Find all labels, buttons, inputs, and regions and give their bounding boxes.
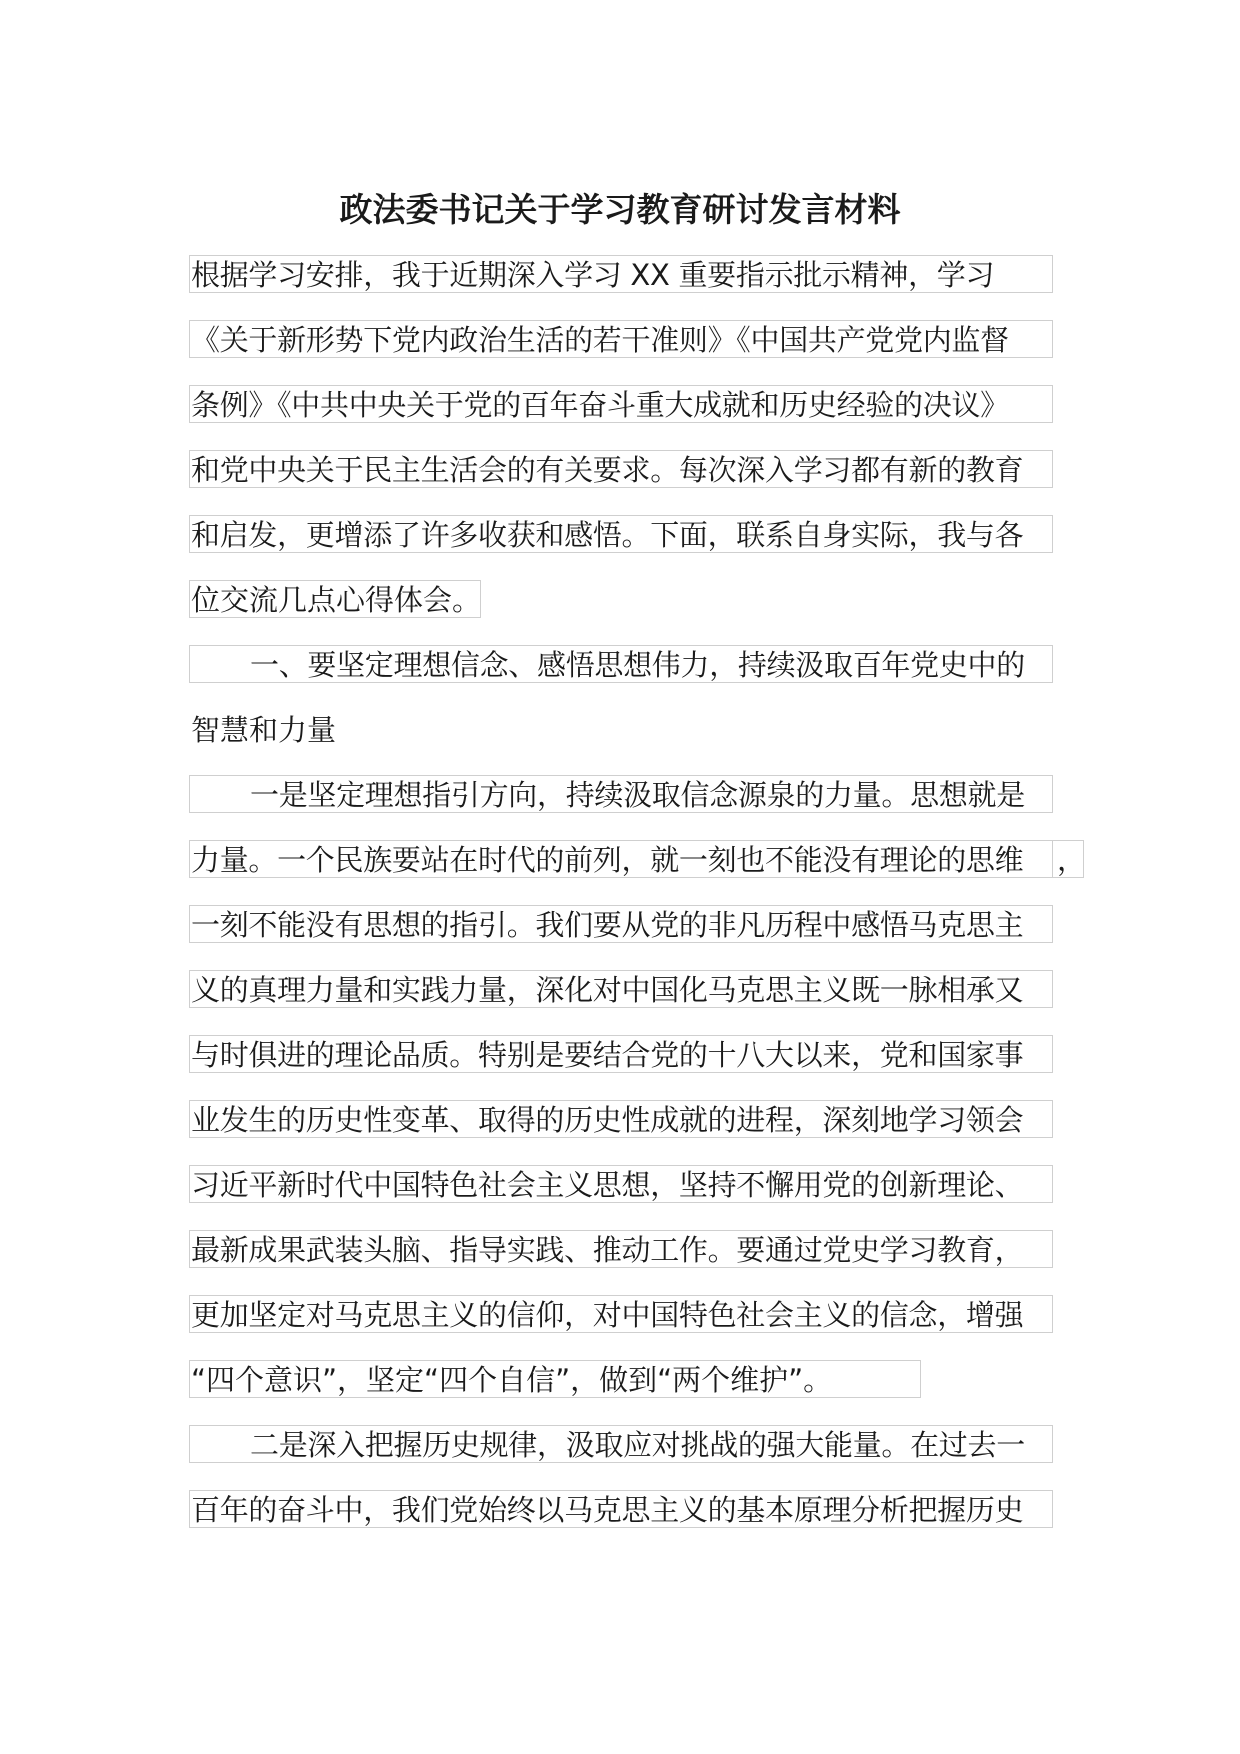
- text-line: 一刻不能没有思想的指引。我们要从党的非凡历程中感悟马克思主: [189, 905, 1053, 943]
- text-line: 位交流几点心得体会。: [189, 580, 481, 618]
- section-heading-line: 一、要坚定理想信念、感悟思想伟力，持续汲取百年党史中的: [189, 645, 1053, 683]
- text-line: 与时俱进的理论品质。特别是要结合党的十八大以来，党和国家事: [189, 1035, 1053, 1073]
- text-line: 一是坚定理想指引方向，持续汲取信念源泉的力量。思想就是: [189, 775, 1053, 813]
- text-line: 和启发，更增添了许多收获和感悟。下面，联系自身实际，我与各: [189, 515, 1053, 553]
- text-line: 力量。一个民族要站在时代的前列，就一刻也不能没有理论的思维: [189, 840, 1053, 878]
- text-line: 更加坚定对马克思主义的信仰，对中国特色社会主义的信念，增强: [189, 1295, 1053, 1333]
- text-line: 习近平新时代中国特色社会主义思想，坚持不懈用党的创新理论、: [189, 1165, 1053, 1203]
- text-line: 《关于新形势下党内政治生活的若干准则》《中国共产党党内监督: [189, 320, 1053, 358]
- text-line: 最新成果武装头脑、指导实践、推动工作。要通过党史学习教育，: [189, 1230, 1053, 1268]
- text-line: “四个意识”，坚定“四个自信”，做到“两个维护”。: [189, 1360, 921, 1398]
- text-line: 百年的奋斗中，我们党始终以马克思主义的基本原理分析把握历史: [189, 1490, 1053, 1528]
- stray-comma: ，: [1052, 840, 1084, 878]
- text-line: 和党中央关于民主生活会的有关要求。每次深入学习都有新的教育: [189, 450, 1053, 488]
- text-line: 二是深入把握历史规律，汲取应对挑战的强大能量。在过去一: [189, 1425, 1053, 1463]
- text-line: 义的真理力量和实践力量，深化对中国化马克思主义既一脉相承又: [189, 970, 1053, 1008]
- section-heading-line: 智慧和力量: [191, 713, 337, 747]
- text-line: 业发生的历史性变革、取得的历史性成就的进程，深刻地学习领会: [189, 1100, 1053, 1138]
- document-title: 政法委书记关于学习教育研讨发言材料: [339, 190, 901, 229]
- text-line: 条例》《中共中央关于党的百年奋斗重大成就和历史经验的决议》: [189, 385, 1053, 423]
- text-line: 根据学习安排，我于近期深入学习 XX 重要指示批示精神，学习: [189, 255, 1053, 293]
